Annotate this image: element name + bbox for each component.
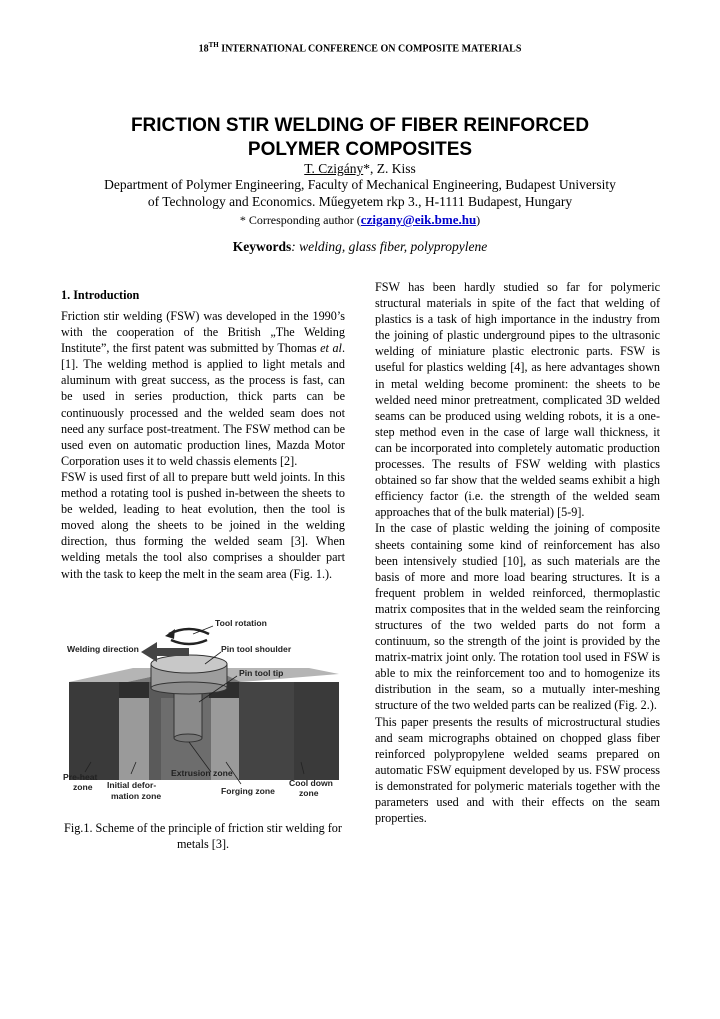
label-preheat-zone: Pre-heat	[63, 772, 98, 782]
paragraph: FSW has been hardly studied so far for polymeric structural materials in spite of the fact that welding of plastics is a task of high importance in the industry from the joining of plastic underground pipes to the ultrasonic welding of miniature plastic electronic parts. FSW is useful for plastics welding [4], as here advantages shown in metal welding become prominent: the sheets to be welded need minor pretreatment, complicated 3D welded seams can be produced using welding robots, it is a one-step method even in the case of large wall thickness, it can be incorporated into completely automatic production processes. The results of FSW welding with plastics obtained so far show that the welded seams exhibit a high efficiency factor (i.e. the strength of the welded seam approaches that of the bulk material) [5-9].	[375, 280, 660, 520]
label-forging-zone: Forging zone	[221, 786, 275, 796]
corresponding-author: * Corresponding author (czigany@eik.bme.hu)	[239, 212, 481, 227]
author-link[interactable]: T. Czigány	[304, 161, 364, 176]
svg-text:zone: zone	[73, 782, 93, 792]
right-column-text	[375, 279, 660, 826]
label-pin-tool-shoulder: Pin tool shoulder	[221, 644, 292, 654]
svg-text:zone: zone	[299, 788, 319, 798]
title-line-1: FRICTION STIR WELDING OF FIBER REINFORCED	[130, 115, 590, 136]
authors: T. Czigány*, Z. Kiss	[304, 161, 416, 176]
label-welding-direction: Welding direction	[67, 644, 139, 654]
fsw-scheme-diagram	[61, 612, 343, 812]
label-cool-down-zone: Cool down	[289, 778, 333, 788]
paper-title	[0, 114, 720, 162]
label-extrusion-zone: Extrusion zone	[171, 768, 233, 778]
figure-1	[61, 612, 343, 812]
paragraph: FSW is used first of all to prepare butt weld joints. In this method a rotating tool is pushed in-between the sheets to be welded, leading to heat evolution, then the tool is moved along the sheets to be joined in the welding direction, thus forming the welded seam [3]. When welding metals the tool also comprises a shoulder part with the task to keep the melt in the seam area (Fig. 1.).	[61, 469, 345, 581]
label-pin-tool-tip: Pin tool tip	[239, 668, 284, 678]
left-column-text	[61, 308, 345, 582]
svg-text:mation zone: mation zone	[111, 791, 162, 801]
label-tool-rotation: Tool rotation	[215, 618, 267, 628]
paragraph: In the case of plastic welding the joining of composite sheets containing some kind of reinforcement has also been intensively studied [10], as such materials are the basis of more and more load bearing structures. It is a frequent problem in welded reinforced, thermoplastic matrix composites that in the welded seam the reinforcing structures of the two welded parts do not form a continuum, so the strength of the joint is provided by the matrix-matrix joint only. The rotation tool used in FSW is able to mix the reinforcement too and to homogenize its distribution in the seam, so a mutually inter-meshing structure of the two welded parts can be realized (Fig. 2.).	[375, 521, 660, 713]
paragraph: This paper presents the results of microstructural studies and seam micrographs obtained on chopped glass fiber reinforced polypropylene welded seams prepared on automatic FSW equipment developed by us. FSW process is demonstrated for polymeric materials together with the parameters used and with their effects on the seam properties.	[375, 714, 660, 826]
keywords: Keywords: welding, glass fiber, polypropylene	[232, 239, 488, 254]
paragraph: Friction stir welding (FSW) was developed in the 1990’s with the cooperation of the British „The Welding Institute”, the first patent was submitted by Thomas et al. [1]. The welding method is applied to light metals and aluminum with great success, as the process is fast, can be used in series production, thick parts can be continuously processed and the welded seam does not need any surface post-treatment. The FSW method can be used even on automatic production lines, Mazda Motor Corporation uses it to weld chassis elements [2].	[61, 309, 345, 468]
conference-header: 18TH INTERNATIONAL CONFERENCE ON COMPOSITE MATERIALS	[198, 41, 522, 55]
email-link[interactable]: czigany@eik.bme.hu	[360, 212, 477, 227]
affiliation: Department of Polymer Engineering, Faculty of Mechanical Engineering, Budapest University of Technology and Economics. Műegyetem rkp 3., H-1111 Budapest, Hungary	[104, 177, 616, 209]
section-heading: 1. Introduction	[61, 288, 140, 302]
figure-1-caption: Fig.1. Scheme of the principle of friction stir welding for metals [3].	[64, 821, 342, 852]
label-initial-deformation-zone: Initial defor-	[107, 780, 157, 790]
title-line-2: POLYMER COMPOSITES	[247, 139, 473, 160]
